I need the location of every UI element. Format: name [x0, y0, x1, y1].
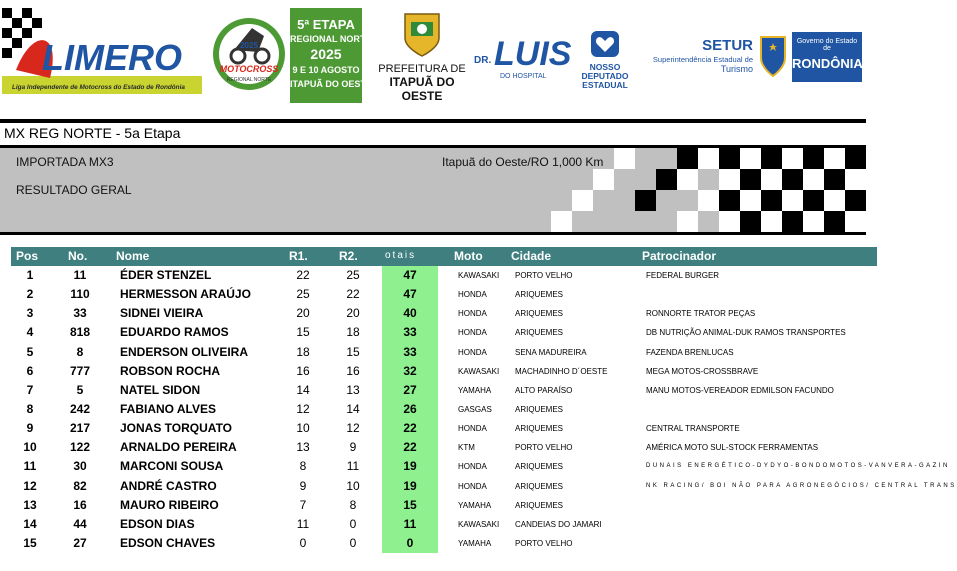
position-cell: 14	[23, 516, 37, 531]
etapa-line: ITAPUÃ DO OESTE	[290, 79, 372, 89]
race1-cell: 20	[296, 306, 310, 321]
number-cell: 242	[69, 401, 91, 416]
col-sponsor: Patrocinador	[642, 249, 717, 263]
moto-cell: HONDA	[458, 328, 487, 338]
nosso-line: NOSSO	[589, 62, 621, 72]
location-label: Itapuã do Oeste/RO 1,000 Km	[442, 155, 604, 169]
checker-square	[761, 211, 782, 232]
position-cell: 5	[26, 344, 34, 359]
name-cell: EDUARDO RAMOS	[120, 325, 229, 340]
number-cell: 11	[73, 268, 87, 282]
total-cell: 15	[382, 496, 438, 515]
total-cell: 26	[382, 400, 438, 419]
table-row	[0, 477, 957, 496]
results-table-header	[11, 247, 877, 266]
city-cell: PORTO VELHO	[515, 271, 573, 280]
moto-cell: YAMAHA	[458, 500, 492, 510]
sponsor-cell: RONNORTE TRATOR PEÇAS	[646, 309, 756, 319]
sponsor-cell: FEDERAL BURGER	[646, 271, 720, 280]
sponsor-cell: NK RACING/ BOI NÃO PARA AGRONEGÓCIOS/ CENTRAL TRANS	[646, 482, 957, 489]
name-cell: ANDRÉ CASTRO	[120, 478, 217, 493]
table-row	[0, 400, 880, 419]
name-cell: JONAS TORQUATO	[120, 421, 233, 436]
checker-square	[803, 211, 824, 232]
moto-cell: KAWASAKI	[458, 519, 500, 529]
race1-cell: 9	[299, 478, 307, 493]
table-row	[0, 362, 880, 381]
divider	[0, 119, 866, 123]
moto-cell: HONDA	[458, 424, 487, 434]
position-cell: 13	[23, 497, 37, 512]
table-row	[0, 457, 950, 476]
svg-text:Liga Independente de Motocross: Liga Independente de Motocross do Estado de Rondônia	[12, 84, 185, 91]
city-cell: PORTO VELHO	[515, 443, 573, 453]
checker-square	[845, 148, 866, 169]
event-title: MX REG NORTE - 5a Etapa	[4, 125, 181, 141]
table-row	[0, 515, 880, 534]
total-cell: 32	[382, 362, 438, 381]
race2-cell: 14	[346, 401, 360, 416]
total-cell: 22	[382, 438, 438, 457]
col-r1: R1.	[289, 249, 308, 263]
race1-cell: 18	[296, 344, 310, 359]
table-row	[0, 438, 880, 457]
name-cell: HERMESSON ARAÚJO	[120, 287, 251, 302]
col-no: No.	[68, 249, 88, 263]
prefeitura-line1: PREFEITURA DE	[378, 63, 466, 75]
total-cell: 11	[382, 515, 438, 534]
moto-cell: KAWASAKI	[458, 271, 500, 280]
name-cell: EDSON CHAVES	[120, 535, 216, 550]
checker-square	[845, 190, 866, 211]
checker-square	[656, 169, 677, 190]
checker-square	[677, 169, 698, 190]
setur-title: SETUR	[702, 37, 753, 54]
city-cell: ARIQUEMES	[515, 462, 564, 472]
race1-cell: 10	[296, 421, 310, 436]
number-cell: 33	[73, 306, 87, 321]
position-cell: 15	[23, 535, 37, 550]
checker-square	[824, 211, 845, 232]
col-total: otais	[385, 250, 417, 261]
race2-cell: 16	[346, 363, 360, 378]
race2-cell: 12	[346, 421, 360, 436]
moto-cell: GASGAS	[458, 404, 492, 414]
total-cell: 47	[382, 285, 438, 304]
table-row	[0, 419, 880, 438]
category-label: IMPORTADA MX3	[16, 155, 114, 169]
total-cell: 47	[382, 266, 438, 285]
results-table-body	[0, 266, 957, 553]
checker-square	[698, 148, 719, 169]
checker-square	[782, 169, 803, 190]
checker-square	[824, 148, 845, 169]
total-cell: 33	[382, 323, 438, 342]
nosso-line: ESTADUAL	[582, 80, 628, 90]
sponsor-cell: MEGA MOTOS-CROSSBRAVE	[646, 366, 759, 376]
rondonia-box	[792, 32, 862, 82]
table-row	[0, 496, 880, 515]
number-cell: 818	[69, 325, 91, 340]
city-cell: CANDEIAS DO JAMARI	[515, 519, 602, 529]
luis-prefix: DR.	[474, 55, 492, 66]
moto-cell: KAWASAKI	[458, 366, 500, 376]
name-cell: NATEL SIDON	[120, 382, 201, 397]
col-pos: Pos	[16, 249, 39, 263]
checker-square	[824, 169, 845, 190]
race2-cell: 18	[346, 325, 360, 340]
ro-name: RONDÔNIA	[792, 56, 863, 71]
checker-square	[761, 169, 782, 190]
race1-cell: 7	[299, 497, 307, 512]
checker-square	[719, 148, 740, 169]
number-cell: 82	[73, 478, 87, 493]
checker-square	[635, 190, 656, 211]
position-cell: 3	[26, 306, 34, 321]
checker-square	[593, 169, 614, 190]
table-row	[0, 381, 880, 400]
checker-square	[677, 211, 698, 232]
checker-square	[803, 148, 824, 169]
heart-icon	[590, 30, 620, 58]
moto-cell: HONDA	[458, 481, 487, 491]
name-cell: SIDNEI VIEIRA	[120, 306, 204, 321]
svg-text:REGIONAL NORTE: REGIONAL NORTE	[226, 77, 272, 83]
name-cell: MARCONI SOUSA	[120, 459, 224, 474]
name-cell: ROBSON ROCHA	[120, 363, 221, 378]
number-cell: 30	[73, 459, 87, 474]
checker-square	[572, 190, 593, 211]
city-cell: ARIQUEMES	[515, 309, 564, 319]
etapa-line: 5ª ETAPA	[297, 17, 355, 32]
position-cell: 2	[26, 287, 34, 302]
moto-cell: HONDA	[458, 309, 487, 319]
prefeitura-line2: ITAPUÃ DO OESTE	[389, 75, 455, 103]
total-cell: 22	[382, 419, 438, 438]
moto-cell: HONDA	[458, 462, 487, 472]
race2-cell: 13	[346, 382, 360, 397]
checker-square	[740, 211, 761, 232]
total-cell: 40	[382, 304, 438, 323]
city-cell: ARIQUEMES	[515, 481, 564, 491]
number-cell: 27	[73, 535, 87, 550]
sponsor-cell: CENTRAL TRANSPORTE	[646, 424, 740, 434]
position-cell: 1	[26, 268, 34, 282]
svg-text:2025: 2025	[240, 41, 258, 50]
divider	[0, 232, 866, 235]
svg-text:MOTOCROSS: MOTOCROSS	[219, 64, 279, 74]
col-name: Nome	[116, 249, 150, 263]
number-cell: 8	[76, 344, 84, 359]
race1-cell: 25	[296, 287, 310, 302]
race2-cell: 25	[346, 268, 360, 282]
moto-cell: YAMAHA	[458, 538, 492, 548]
checker-square	[677, 148, 698, 169]
position-cell: 6	[26, 363, 34, 378]
position-cell: 7	[26, 382, 34, 397]
checker-square	[803, 190, 824, 211]
total-cell: 33	[382, 343, 438, 362]
etapa-line: 9 E 10 AGOSTO	[292, 65, 360, 75]
moto-cell: KTM	[458, 443, 475, 453]
checker-square	[782, 211, 803, 232]
race2-cell: 10	[346, 478, 360, 493]
nosso-line: DEPUTADO	[581, 71, 629, 81]
race1-cell: 0	[299, 535, 307, 550]
name-cell: EDSON DIAS	[120, 516, 195, 531]
checker-square	[761, 148, 782, 169]
checker-square	[740, 190, 761, 211]
state-crest-icon	[758, 34, 788, 80]
total-cell: 19	[382, 477, 438, 496]
race1-cell: 12	[296, 401, 310, 416]
total-cell: 19	[382, 457, 438, 476]
number-cell: 110	[70, 287, 90, 302]
race2-cell: 9	[349, 440, 357, 455]
etapa-line: REGIONAL NORTE	[290, 34, 372, 44]
sponsor-cell: AMÉRICA MOTO SUL-STOCK FERRAMENTAS	[646, 443, 819, 453]
table-row	[0, 266, 880, 285]
race1-cell: 16	[296, 363, 310, 378]
col-city: Cidade	[511, 249, 552, 263]
col-r2: R2.	[339, 249, 358, 263]
race2-cell: 20	[346, 306, 360, 321]
total-cell: 27	[382, 381, 438, 400]
city-cell: MACHADINHO D´OESTE	[515, 366, 608, 376]
luis-sub: DO HOSPITAL	[500, 73, 547, 80]
position-cell: 9	[26, 421, 34, 436]
sponsor-banner	[0, 0, 880, 108]
etapa-badge	[290, 8, 372, 103]
checker-square	[551, 211, 572, 232]
position-cell: 10	[23, 440, 37, 455]
position-cell: 8	[26, 401, 34, 416]
city-cell: ALTO PARAÍSO	[515, 385, 573, 395]
position-cell: 11	[23, 459, 37, 474]
table-row	[0, 323, 880, 342]
checker-square	[698, 190, 719, 211]
checker-square	[719, 211, 740, 232]
city-cell: ARIQUEMES	[515, 424, 564, 434]
col-moto: Moto	[454, 249, 483, 263]
table-row	[0, 343, 880, 362]
race1-cell: 14	[296, 382, 310, 397]
name-cell: FABIANO ALVES	[120, 401, 217, 416]
dr-luis-logo	[472, 35, 572, 85]
checker-square	[614, 148, 635, 169]
city-crest-icon	[397, 10, 447, 58]
city-cell: ARIQUEMES	[515, 404, 564, 414]
total-cell: 0	[382, 534, 438, 553]
race2-cell: 22	[346, 287, 360, 302]
checker-square	[782, 148, 803, 169]
race1-cell: 13	[296, 440, 310, 455]
setur-logo	[640, 35, 755, 85]
prefeitura-logo	[372, 10, 472, 105]
city-cell: ARIQUEMES	[515, 500, 564, 510]
name-cell: ÉDER STENZEL	[120, 268, 212, 282]
result-type-label: RESULTADO GERAL	[16, 183, 132, 197]
city-cell: SENA MADUREIRA	[515, 347, 587, 357]
table-row	[0, 304, 880, 323]
table-row	[0, 285, 880, 304]
number-cell: 122	[69, 440, 91, 455]
number-cell: 217	[69, 421, 91, 436]
race1-cell: 11	[296, 516, 310, 531]
checker-square	[761, 190, 782, 211]
race1-cell: 22	[296, 268, 310, 282]
race1-cell: 15	[296, 325, 310, 340]
race2-cell: 8	[349, 497, 357, 512]
ro-gov: Governo do Estado de	[796, 38, 858, 52]
number-cell: 5	[76, 382, 84, 397]
moto-cell: YAMAHA	[458, 385, 492, 395]
race2-cell: 11	[346, 459, 360, 474]
sponsor-cell: DUNAIS ENERGÉTICO-DYDYO-BONDOMOTOS-VANVERA-GAZIN	[646, 463, 950, 470]
rondonia-government-logo	[758, 30, 863, 85]
number-cell: 16	[73, 497, 87, 512]
checker-square	[782, 190, 803, 211]
name-cell: ARNALDO PEREIRA	[120, 440, 237, 455]
nosso-deputado-logo	[572, 30, 638, 90]
checker-square	[824, 190, 845, 211]
checker-square	[845, 211, 866, 232]
position-cell: 4	[26, 325, 34, 340]
setur-sub2: Turismo	[720, 64, 753, 74]
limero-logo	[2, 8, 207, 100]
table-row	[0, 534, 880, 553]
name-cell: ENDERSON OLIVEIRA	[120, 344, 249, 359]
setur-sub1: Superintendência Estadual de	[652, 55, 753, 64]
checker-square	[803, 169, 824, 190]
number-cell: 777	[69, 363, 91, 378]
sponsor-cell: FAZENDA BRENLUCAS	[646, 347, 734, 357]
number-cell: 44	[73, 516, 87, 531]
checker-square	[719, 169, 740, 190]
position-cell: 12	[23, 478, 37, 493]
race2-cell: 0	[349, 516, 357, 531]
city-cell: PORTO VELHO	[515, 538, 573, 548]
checkered-flag-decoration	[551, 148, 866, 232]
city-cell: ARIQUEMES	[515, 328, 564, 338]
sponsor-cell: MANU MOTOS-VEREADOR EDMILSON FACUNDO	[646, 385, 834, 395]
checker-square	[740, 169, 761, 190]
checker-square	[740, 148, 761, 169]
moto-cell: HONDA	[458, 347, 487, 357]
motocross-regional-logo	[212, 8, 287, 100]
race1-cell: 8	[299, 459, 307, 474]
etapa-line: 2025	[310, 46, 342, 62]
checker-square	[719, 190, 740, 211]
svg-text:LIMERO: LIMERO	[42, 37, 182, 78]
name-cell: MAURO RIBEIRO	[120, 497, 219, 512]
checker-square	[845, 169, 866, 190]
race2-cell: 0	[349, 535, 357, 550]
moto-cell: HONDA	[458, 290, 487, 300]
city-cell: ARIQUEMES	[515, 290, 564, 300]
race2-cell: 15	[346, 344, 360, 359]
luis-name: LUIS	[494, 35, 572, 73]
sponsor-cell: DB NUTRIÇÃO ANIMAL-DUK RAMOS TRANSPORTES	[646, 328, 846, 338]
